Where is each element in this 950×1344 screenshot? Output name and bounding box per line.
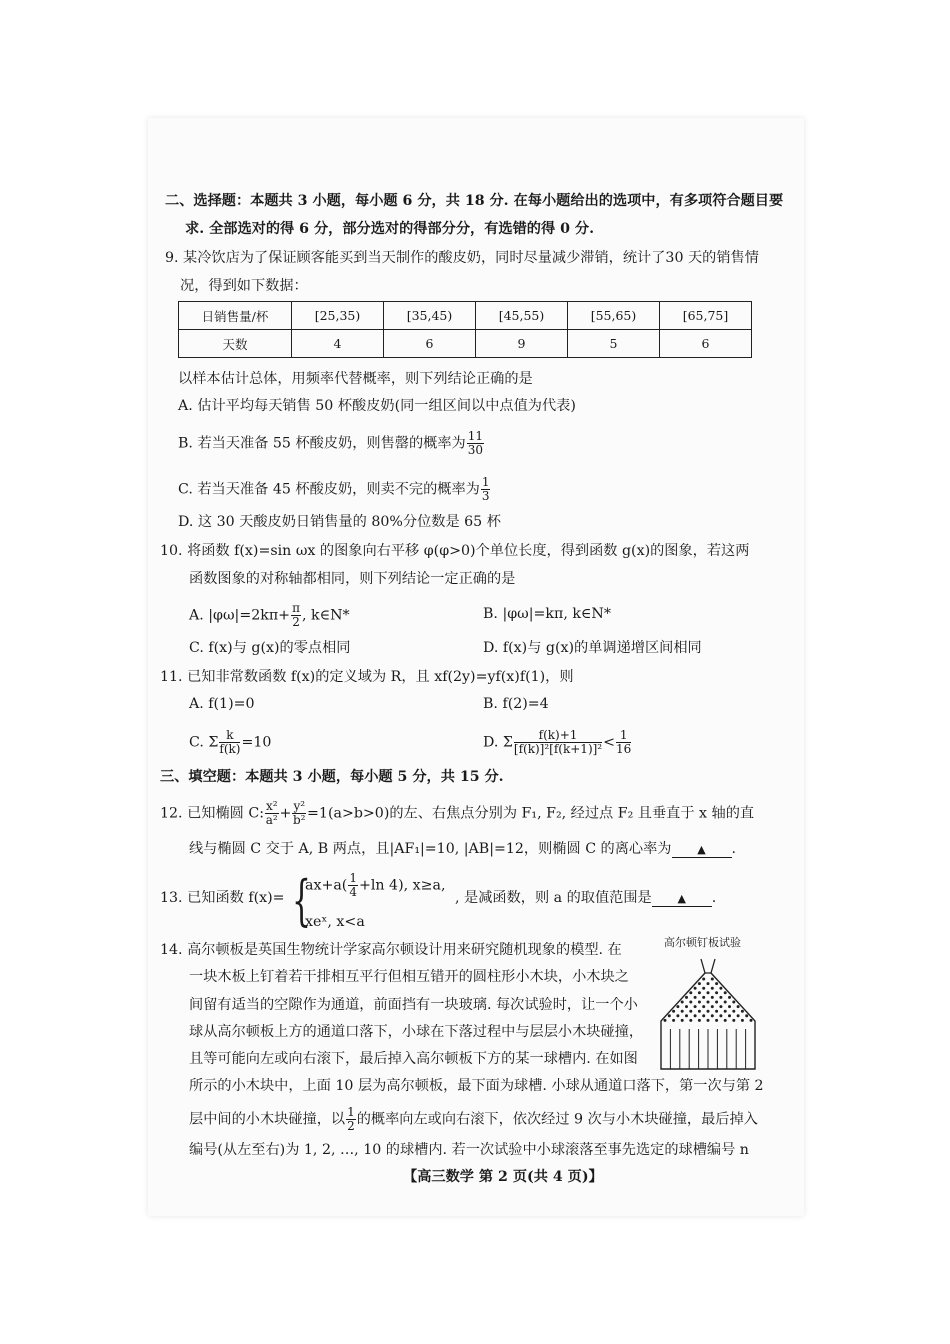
answer-blank: ▲ (652, 892, 712, 907)
peg (698, 991, 701, 994)
section3-header: 三、填空题：本题共 3 小题，每小题 5 分，共 15 分. (160, 769, 504, 785)
peg (702, 1005, 705, 1008)
table-row (179, 330, 752, 358)
peg (711, 1014, 714, 1017)
peg (719, 996, 722, 999)
peg (681, 1010, 684, 1013)
peg (689, 1010, 692, 1013)
q10-option-c: C. f(x)与 g(x)的零点相同 (189, 640, 351, 656)
q10-option-a: A. |φω|=2kπ+ $\frac{\pi}{2}$ , k∈N* (189, 601, 350, 629)
peg (737, 1005, 740, 1008)
peg (698, 982, 701, 985)
peg (732, 1001, 735, 1004)
table-cell: [55,65) (568, 302, 660, 330)
table-cell: [35,45) (384, 302, 476, 330)
page-footer: 【高三数学 第 2 页(共 4 页)】 (403, 1169, 603, 1185)
table-cell: [65,75] (660, 302, 752, 330)
peg (711, 987, 714, 990)
peg (715, 1010, 718, 1013)
peg (715, 991, 718, 994)
q9-line1: 9. 某冷饮店为了保证顾客能买到当天制作的酸皮奶，同时尽量减少滞销，统计了30 天的销售情 (165, 250, 759, 266)
peg (707, 991, 710, 994)
peg (681, 1019, 684, 1022)
q10-option-d: D. f(x)与 g(x)的单调递增区间相同 (483, 640, 702, 656)
q14-line6: 所示的小木块中，上面 10 层为高尔顿板，最下面为球槽. 小球从通道口落下，第一次与第 2 (189, 1078, 764, 1094)
fraction: $\frac{1}{4}$ (349, 871, 357, 899)
peg (702, 1014, 705, 1017)
q13-post: , 是减函数，则 a 的取值范围是 ▲ . (455, 890, 717, 906)
peg (694, 996, 697, 999)
peg (694, 987, 697, 990)
q9-stem: 以样本估计总体，用频率代替概率，则下列结论正确的是 (178, 371, 533, 387)
peg (719, 1014, 722, 1017)
q14-line5: 且等可能向左或向右滚下，最后掉入高尔顿板下方的某一球槽内. 在如图 (189, 1051, 638, 1067)
peg (719, 987, 722, 990)
peg (664, 1019, 667, 1022)
piecewise-brace: { (292, 869, 311, 932)
peg (676, 1005, 679, 1008)
q9-option-d: D. 这 30 天酸皮奶日销售量的 80%分位数是 65 杯 (178, 514, 501, 530)
peg (711, 978, 714, 981)
q10-line2: 函数图象的对称轴都相同，则下列结论一定正确的是 (189, 571, 516, 587)
table-cell: 9 (476, 330, 568, 358)
table-cell: 6 (384, 330, 476, 358)
q10-line1: 10. 将函数 f(x)=sin ωx 的图象向右平移 φ(φ>0)个单位长度，得到函数 g(x)的图象，若这两 (160, 543, 750, 559)
table-cell: 4 (292, 330, 384, 358)
sales-table (178, 301, 752, 358)
peg (689, 991, 692, 994)
peg (724, 1001, 727, 1004)
q14-line8: 编号(从左至右)为 1, 2, …, 10 的球槽内. 若一次试验中小球滚落至事先选定的球槽编号 n (189, 1142, 749, 1158)
q13-case1: ax+a( $\frac{1}{4}$ +ln 4), x≥a, (305, 871, 446, 899)
peg (715, 982, 718, 985)
peg (745, 1014, 748, 1017)
peg (672, 1019, 675, 1022)
table-cell: 天数 (179, 330, 292, 358)
peg (711, 996, 714, 999)
peg (741, 1019, 744, 1022)
peg (724, 991, 727, 994)
peg (741, 1010, 744, 1013)
peg (689, 1019, 692, 1022)
peg (672, 1010, 675, 1013)
fraction: $\frac{k}{f(k)}$ (219, 728, 241, 756)
q10-option-b: B. |φω|=kπ, k∈N* (483, 606, 611, 622)
peg (698, 1010, 701, 1013)
q11-line1: 11. 已知非常数函数 f(x)的定义域为 R，且 xf(2y)=yf(x)f(1)，则 (160, 669, 574, 685)
peg (750, 1019, 753, 1022)
q14-line2: 一块木板上钉着若干排相互平行但相互错开的圆柱形小木块，小木块之 (189, 969, 629, 985)
peg (685, 1005, 688, 1008)
q11-option-b: B. f(2)=4 (483, 696, 549, 712)
q13-pre: 13. 已知函数 f(x)= (160, 890, 285, 906)
fraction: $\frac{11}{30}$ (467, 429, 483, 457)
peg (715, 1019, 718, 1022)
q9-option-c: C. 若当天准备 45 杯酸皮奶，则卖不完的概率为 $\frac{1}{3}$ (178, 475, 490, 503)
fraction: $\frac{f(k)+1}{\text{[f(k)]²[f(k+1)]²}}$ (513, 728, 603, 756)
fraction: $\frac{1}{16}$ (616, 728, 632, 756)
peg (689, 1001, 692, 1004)
section2-line2: 求. 全部选对的得 6 分，部分选对的得部分分，有选错的得 0 分. (185, 221, 595, 237)
galton-board-figure (655, 952, 761, 1078)
peg (702, 996, 705, 999)
peg (707, 1010, 710, 1013)
q11-option-a: A. f(1)=0 (189, 696, 255, 712)
q11-option-d: D. Σ $\frac{f(k)+1}{\text{[f(k)]²[f(k+1)]²}}$ < $\frac{1}{16}$ (483, 728, 632, 756)
table-cell: [25,35) (292, 302, 384, 330)
peg (681, 1001, 684, 1004)
q12-line1: 12. 已知椭圆 C: $\frac{\text{x²}}{\text{a²}}$ + $\frac{\text{y²}}{\text{b²}}$ =1(a>b>0)的左、右焦点分别为 F₁, F₂, 经过点 F₂ 且垂直于 x 轴的直 (160, 799, 755, 827)
peg (728, 1005, 731, 1008)
peg (707, 1001, 710, 1004)
peg (702, 978, 705, 981)
peg (707, 1019, 710, 1022)
peg (668, 1014, 671, 1017)
q11-option-c: C. Σ $\frac{k}{f(k)}$ =10 (189, 728, 272, 756)
section2-line1: 二、选择题：本题共 3 小题，每小题 6 分，共 18 分. 在每小题给出的选项中，有多项符合题目要 (165, 193, 784, 209)
q14-line4: 球从高尔顿板上方的通道口落下，小球在下落过程中与层层小木块碰撞， (189, 1024, 644, 1040)
peg (676, 1014, 679, 1017)
peg (719, 1005, 722, 1008)
peg (711, 1005, 714, 1008)
peg (694, 1014, 697, 1017)
fraction: $\frac{1}{2}$ (347, 1105, 355, 1133)
fraction: $\frac{1}{3}$ (481, 475, 490, 503)
peg (728, 1014, 731, 1017)
q9-line2: 况，得到如下数据： (180, 278, 308, 294)
peg (694, 1005, 697, 1008)
fraction: $\frac{\text{x²}}{\text{a²}}$ (265, 799, 278, 827)
peg (724, 1010, 727, 1013)
peg (685, 996, 688, 999)
table-cell: 5 (568, 330, 660, 358)
q9-option-a: A. 估计平均每天销售 50 杯酸皮奶(同一组区间以中点值为代表) (178, 398, 576, 414)
table-cell: 日销售量/杯 (179, 302, 292, 330)
peg (715, 1001, 718, 1004)
peg (698, 1019, 701, 1022)
q9-option-b: B. 若当天准备 55 杯酸皮奶，则售罄的概率为 $\frac{11}{30}$ (178, 429, 483, 457)
fraction: $\frac{\pi}{2}$ (292, 601, 300, 629)
table-cell: 6 (660, 330, 752, 358)
table-cell: [45,55) (476, 302, 568, 330)
peg (728, 996, 731, 999)
q14-line3: 间留有适当的空隙作为通道，前面挡有一块玻璃. 每次试验时，让一个小 (189, 997, 638, 1013)
peg (732, 1010, 735, 1013)
peg (698, 1001, 701, 1004)
answer-blank: ▲ (672, 843, 732, 858)
peg (732, 1019, 735, 1022)
peg (737, 1014, 740, 1017)
q12-line2: 线与椭圆 C 交于 A, B 两点，且|AF₁|=10, |AB|=12，则椭圆 C 的离心率为 ▲ . (189, 841, 737, 857)
peg (685, 1014, 688, 1017)
q14-line7: 层中间的小木块碰撞，以 $\frac{1}{2}$ 的概率向左或向右滚下，依次经过 9 次与小木块碰撞，最后掉入 (189, 1105, 758, 1133)
figure-title: 高尔顿钉板试验 (664, 936, 741, 949)
table-row (179, 302, 752, 330)
q14-line1: 14. 高尔顿板是英国生物统计学家高尔顿设计用来研究随机现象的模型. 在 (160, 942, 622, 958)
q13-case2: xeˣ, x<a (305, 914, 365, 930)
peg (702, 987, 705, 990)
fraction: $\frac{\text{y²}}{\text{b²}}$ (292, 799, 306, 827)
peg (707, 982, 710, 985)
peg (724, 1019, 727, 1022)
